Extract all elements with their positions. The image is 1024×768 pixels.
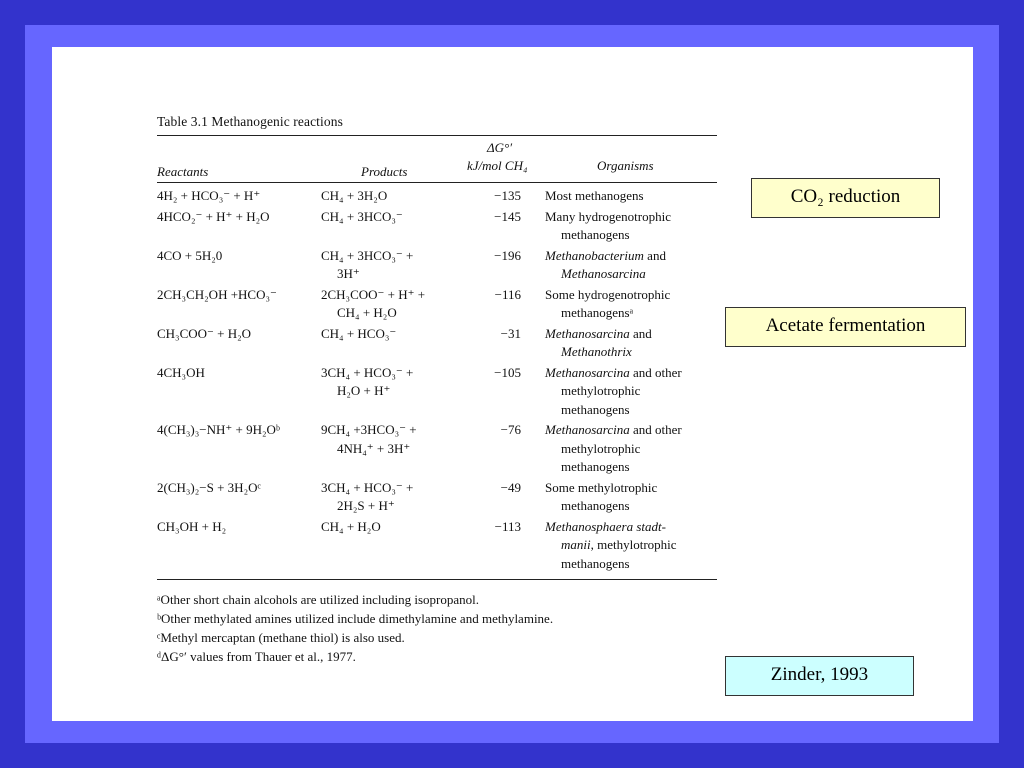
products-cell — [321, 325, 463, 362]
products-cell — [321, 247, 463, 284]
reactants-line: CH₃COO⁻ + H₂O — [157, 325, 252, 341]
organisms-line: methanogens — [561, 227, 630, 242]
reactants-cell — [157, 286, 321, 323]
products-line: CH₄ + H₂O — [321, 518, 381, 534]
products-line: 2H₂S + H⁺ — [337, 498, 395, 513]
products-line: 2CH₃COO⁻ + H⁺ + — [321, 286, 426, 302]
dg-cell: −105 — [494, 364, 521, 380]
organisms-line: Some hydrogenotrophic — [545, 286, 671, 302]
header-organisms: Organisms — [597, 158, 654, 173]
organisms-cell — [545, 286, 717, 323]
footnote: ᵈΔG°′ values from Thauer et al., 1977. — [157, 649, 356, 664]
table-row — [157, 479, 717, 518]
header-products: Products — [361, 164, 408, 179]
products-cell — [321, 286, 463, 323]
products-cell — [321, 421, 463, 477]
organisms-cell — [545, 479, 717, 516]
dg-cell: −116 — [494, 286, 521, 302]
organisms-line: methylotrophic — [561, 383, 641, 398]
organisms-line: methanogensᵃ — [561, 305, 634, 320]
dg-cell: −31 — [500, 325, 521, 341]
products-line: H₂O + H⁺ — [337, 383, 391, 398]
organisms-line: methanogens — [561, 498, 630, 513]
organisms-cell — [545, 421, 717, 477]
products-line: CH₄ + 3HCO₃⁻ + — [321, 247, 414, 263]
dg-cell: −113 — [494, 518, 521, 534]
reactants-cell — [157, 421, 321, 477]
dg-cell: −49 — [500, 479, 521, 495]
table-row — [157, 325, 717, 364]
table-footnotes — [157, 590, 717, 666]
products-line: CH₄ + HCO₃⁻ — [321, 325, 397, 341]
reactants-line: 2CH₃CH₂OH +HCO₃⁻ — [157, 286, 277, 302]
organisms-line: Many hydrogenotrophic — [545, 208, 672, 224]
citation-label: Zinder, 1993 — [725, 656, 914, 696]
reactants-cell — [157, 187, 321, 206]
products-line: 3CH₄ + HCO₃⁻ + — [321, 479, 414, 495]
organisms-cell — [545, 187, 717, 206]
reactants-cell — [157, 364, 321, 420]
organisms-line: methylotrophic — [561, 440, 641, 456]
organisms-cell — [545, 364, 717, 420]
reactants-line: 4CO + 5H₂0 — [157, 247, 223, 263]
products-cell — [321, 479, 463, 516]
table-body — [157, 187, 717, 575]
dg-cell: −135 — [494, 188, 521, 203]
table-row — [157, 421, 717, 479]
organisms-line: Methanobacterium and — [545, 247, 666, 263]
table-row — [157, 247, 717, 286]
organisms-line: Most methanogens — [545, 188, 644, 203]
table-title: Table 3.1 Methanogenic reactions — [157, 114, 343, 129]
reactants-cell — [157, 208, 321, 245]
products-line: 3CH₄ + HCO₃⁻ + — [321, 364, 414, 380]
reactants-cell — [157, 518, 321, 574]
organisms-cell — [545, 518, 717, 574]
co2-reduction-label: CO₂ reduction — [751, 178, 940, 218]
table-row — [157, 187, 717, 208]
table-header — [157, 136, 717, 182]
organisms-line: Methanosarcina and other — [545, 364, 682, 380]
organisms-line: Methanothrix — [561, 344, 632, 359]
products-line: 4NH₄⁺ + 3H⁺ — [337, 440, 411, 456]
dg-cell: −76 — [500, 422, 521, 437]
methanogenic-table — [157, 114, 717, 666]
reactants-line: 4HCO₂⁻ + H⁺ + H₂O — [157, 208, 270, 224]
products-line: CH₄ + H₂O — [337, 305, 397, 320]
reactants-line: 4(CH₃)₃−NH⁺ + 9H₂Oᵇ — [157, 422, 280, 437]
organisms-line: Methanosarcina — [561, 266, 646, 281]
products-line: 9CH₄ +3HCO₃⁻ + — [321, 422, 417, 437]
header-reactants: Reactants — [157, 164, 209, 179]
organisms-line: Some methylotrophic — [545, 479, 658, 495]
reactants-cell — [157, 325, 321, 362]
organisms-cell — [545, 325, 717, 362]
organisms-cell — [545, 247, 717, 284]
reactants-line: 4CH₃OH — [157, 364, 205, 380]
footnote: ᵃOther short chain alcohols are utilized including isopropanol. — [157, 592, 479, 607]
products-cell — [321, 187, 463, 206]
dg-cell: −145 — [494, 208, 521, 224]
footnote: ᵇOther methylated amines utilized include dimethylamine and methylamine. — [157, 611, 554, 626]
table-bottom-rule — [157, 579, 717, 580]
reactants-cell — [157, 479, 321, 516]
reactants-line: 2(CH₃)₂−S + 3H₂Oᶜ — [157, 479, 261, 495]
table-row — [157, 364, 717, 422]
table-row — [157, 518, 717, 576]
header-dg-unit: kJ/mol CH₄ — [467, 158, 528, 173]
organisms-cell — [545, 208, 717, 245]
products-line: CH₄ + 3HCO₃⁻ — [321, 208, 403, 224]
products-cell — [321, 364, 463, 420]
products-cell — [321, 518, 463, 574]
organisms-line: methanogens — [561, 555, 630, 571]
table-row — [157, 286, 717, 325]
footnote: ᶜMethyl mercaptan (methane thiol) is also used. — [157, 630, 405, 645]
table-row — [157, 208, 717, 247]
organisms-line: Methanosarcina and — [545, 325, 652, 341]
organisms-line: methanogens — [561, 401, 630, 417]
table-header-rule — [157, 182, 717, 183]
products-line: CH₄ + 3H₂O — [321, 188, 388, 203]
products-line: 3H⁺ — [337, 266, 360, 281]
acetate-fermentation-label: Acetate fermentation — [725, 307, 966, 347]
organisms-line: Methanosphaera stadt- — [545, 518, 666, 534]
organisms-line: Methanosarcina and other — [545, 422, 682, 437]
organisms-line: manii, methylotrophic — [561, 537, 677, 552]
products-cell — [321, 208, 463, 245]
header-dg: ΔG°′ — [487, 140, 513, 155]
dg-cell: −196 — [494, 247, 521, 263]
reactants-line: CH₃OH + H₂ — [157, 518, 227, 534]
organisms-line: methanogens — [561, 459, 630, 474]
reactants-line: 4H₂ + HCO₃⁻ + H⁺ — [157, 188, 261, 203]
reactants-cell — [157, 247, 321, 284]
